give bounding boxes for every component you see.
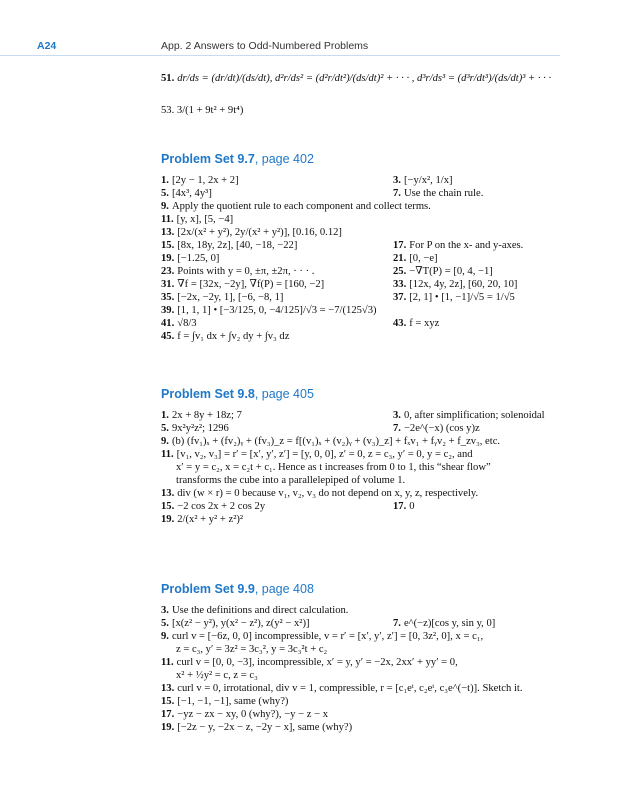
answer-left: x′ = y = c₂, x = c₂t + c₁. Hence as t increases from 0 to 1, this “shear flow” [176,462,491,473]
answer-number: 5. [161,423,169,434]
answer-text: For P on the x- and y-axes. [409,240,524,251]
answer-text: [2, 1] • [1, −1]/√5 = 1/√5 [409,292,515,303]
answer-left [161,330,289,343]
page-header [0,32,639,54]
answer-left [161,695,288,708]
answer-number: 11. [161,657,174,668]
answer-text: [−2z − y, −2x − z, −2y − x], same (why?) [177,722,353,733]
answer-text: [−1.25, 0] [177,253,220,264]
answer-number: 37. [393,292,407,303]
section-title [161,152,314,166]
answer-text: [0, −e] [409,253,438,264]
answer-number: 3. [393,410,401,421]
answer-text: Points with y = 0, ±π, ±2π, · · · . [177,266,315,277]
answer-text: [2y − 1, 2x + 2] [171,175,239,186]
answer-number: 11. [161,449,174,460]
answer-text: [y, x], [5, −4] [176,214,234,225]
answer-text: [x(z² − y²), y(x² − z²), z(y² − x²)] [171,618,310,629]
answer-text: √8/3 [177,318,197,329]
answer-number: 1. [161,410,169,421]
answer-text: ∇f = [32x, −2y], ∇f(P) = [160, −2] [177,279,325,290]
answer-left [161,721,352,734]
answer-left [161,617,310,630]
section-title [161,387,314,401]
section-number: 9.8 [237,387,255,401]
answer-left [161,174,239,187]
answer-left [161,239,297,252]
answer-text: −∇T(P) = [0, 4, −1] [409,266,493,277]
answer-left [161,213,233,226]
answer-text: 0 [409,501,415,512]
answer-right [393,265,493,278]
answer-text: [−2x, −2y, 1], [−6, −8, 1] [177,292,284,303]
answer-text: Apply the quotient rule to each component and collect terms. [171,201,431,212]
answer-text: [1, 1, 1] • [−3/125, 0, −4/125]/√3 = −7/(125√3) [177,305,377,316]
answer-text: f = ∫v₁ dx + ∫v₂ dy + ∫v₃ dz [177,331,290,342]
answer-number: 7. [393,618,401,629]
answer-number: 21. [393,253,407,264]
answer-right [393,239,523,252]
answer-number: 7. [393,423,401,434]
answer-number: 3. [161,605,169,616]
answer-left [161,291,283,304]
answer-right [393,422,480,435]
section-number: 9.7 [237,152,255,166]
answer-number: 43. [393,318,407,329]
answer-number: 19. [161,722,175,733]
answer-number: 5. [161,618,169,629]
answer-text: −2e^(−x) (cos y)z [403,423,480,434]
answer-text: Use the chain rule. [403,188,484,199]
answer-left [161,409,242,422]
answer-number: 3. [393,175,401,186]
answer-text: 9x²y²z²; 1296 [171,423,229,434]
answer-left [161,487,478,500]
answer-left [161,513,243,526]
answer-51-number: 51. [161,73,175,84]
answer-left [161,252,219,265]
answer-right [393,278,517,291]
answer-left [161,682,523,695]
answer-left [161,656,458,669]
answer-left [161,317,197,330]
answer-left [161,500,265,513]
answer-right [393,174,453,187]
answer-left [161,200,431,213]
answer-number: 23. [161,266,175,277]
answer-number: 13. [161,488,175,499]
answer-text: e^(−z)[cos y, sin y, 0] [403,618,496,629]
answer-text: (b) (fv₁)ₓ + (fv₂)ᵧ + (fv₃)_z = f[(v₁)ₓ + (v₂)ᵧ + (v₃)_z] + fₓv₁ + fᵧv₂ + f_zv₃, etc. [171,436,501,447]
answer-number: 13. [161,683,175,694]
answer-left [161,265,314,278]
answer-text: [8x, 18y, 2z], [40, −18, −22] [177,240,298,251]
running-title: App. 2 Answers to Odd-Numbered Problems [161,40,369,52]
answer-left [161,604,348,617]
answer-text: curl v = [0, 0, −3], incompressible, x′ = y, y′ = −2x, 2xx′ + yy′ = 0, [176,657,458,668]
answer-text: curl v = [−6z, 0, 0] incompressible, v = r′ = [x′, y′, z′] = [0, 3z², 0], x = c₁, [171,631,484,642]
answer-number: 9. [161,631,169,642]
answer-left [161,226,342,239]
answer-text: [12x, 4y, 2z], [60, 20, 10] [409,279,518,290]
answer-number: 35. [161,292,175,303]
section-title-prefix: Problem Set [161,152,238,166]
answer-left [161,435,500,448]
answer-left: z = c₃, y′ = 3z² = 3c₃², y = 3c₃²t + c₂ [176,644,328,655]
answer-left [161,187,212,200]
answer-number: 33. [393,279,407,290]
answer-number: 17. [393,240,407,251]
answer-51-text: dr/ds = (dr/dt)/(ds/dt), d²r/ds² = (d²r/dt²)/(ds/dt)² + · · · , d³r/ds³ = (d³r/dt³)/(ds/dt)³ + · · · [177,73,552,84]
answer-number: 15. [161,696,175,707]
answer-number: 9. [161,436,169,447]
section-title-prefix: Problem Set [161,582,238,596]
answer-left [161,278,324,291]
header-rule [0,55,560,56]
page-number: A24 [37,40,57,52]
answer-text: [2x/(x² + y²), 2y/(x² + y²)], [0.16, 0.12] [177,227,342,238]
answer-text: 2/(x² + y² + z²)² [177,514,244,525]
answer-number: 15. [161,501,175,512]
answer-number: 17. [161,709,175,720]
answer-number: 1. [161,175,169,186]
answer-left [161,708,328,721]
answer-text: 0, after simplification; solenoidal [403,410,545,421]
answer-text: [4x³, 4y³] [171,188,212,199]
answer-number: 31. [161,279,175,290]
section-number: 9.9 [237,582,255,596]
answer-number: 5. [161,188,169,199]
answer-left [161,422,229,435]
answer-text: [−1, −1, −1], same (why?) [177,696,289,707]
answer-number: 25. [393,266,407,277]
answer-text: −2 cos 2x + 2 cos 2y [177,501,266,512]
answer-right [393,187,483,200]
answer-right [393,617,495,630]
answer-number: 13. [161,227,175,238]
section-title [161,582,314,596]
answer-number: 7. [393,188,401,199]
answer-text: 2x + 8y + 18z; 7 [171,410,242,421]
answer-number: 19. [161,514,175,525]
answer-text: div (w × r) = 0 because v₁, v₂, v₃ do not depend on x, y, z, respectively. [177,488,479,499]
answer-number: 41. [161,318,175,329]
answer-right [393,409,545,422]
answer-right [393,252,438,265]
answer-text: f = xyz [409,318,440,329]
answer-53: 53. 3/(1 + 9t² + 9t⁴) [161,105,244,116]
answer-right [393,317,439,330]
answer-number: 45. [161,331,175,342]
answer-left [161,448,473,461]
answer-number: 11. [161,214,174,225]
answer-number: 9. [161,201,169,212]
answer-text: [−y/x², 1/x] [403,175,453,186]
section-title-prefix: Problem Set [161,387,238,401]
answer-left: transforms the cube into a parallelepiped of volume 1. [176,475,406,486]
answer-51 [161,72,551,85]
answer-right [393,291,515,304]
section-page-ref: , page 402 [254,152,314,166]
section-page-ref: , page 405 [254,387,314,401]
answer-left [161,304,377,317]
answer-left [161,630,483,643]
answer-number: 19. [161,253,175,264]
answer-number: 17. [393,501,407,512]
answer-text: −yz − zx − xy, 0 (why?), −y − z − x [177,709,329,720]
answer-number: 15. [161,240,175,251]
answer-left: x² + ½y² = c, z = c₃ [176,670,258,681]
answer-right [393,500,415,513]
answer-text: Use the definitions and direct calculation. [171,605,349,616]
answer-number: 39. [161,305,175,316]
answer-text: curl v = 0, irrotational, div v = 1, compressible, r = [c₁eᵗ, c₂eᵗ, c₃e^(−t)]. Sketch it. [177,683,523,694]
section-page-ref: , page 408 [254,582,314,596]
answer-text: [v₁, v₂, v₃] = r′ = [x′, y′, z′] = [y, 0, 0], z′ = 0, z = c₃, y′ = 0, y = c₂, and [176,449,473,460]
